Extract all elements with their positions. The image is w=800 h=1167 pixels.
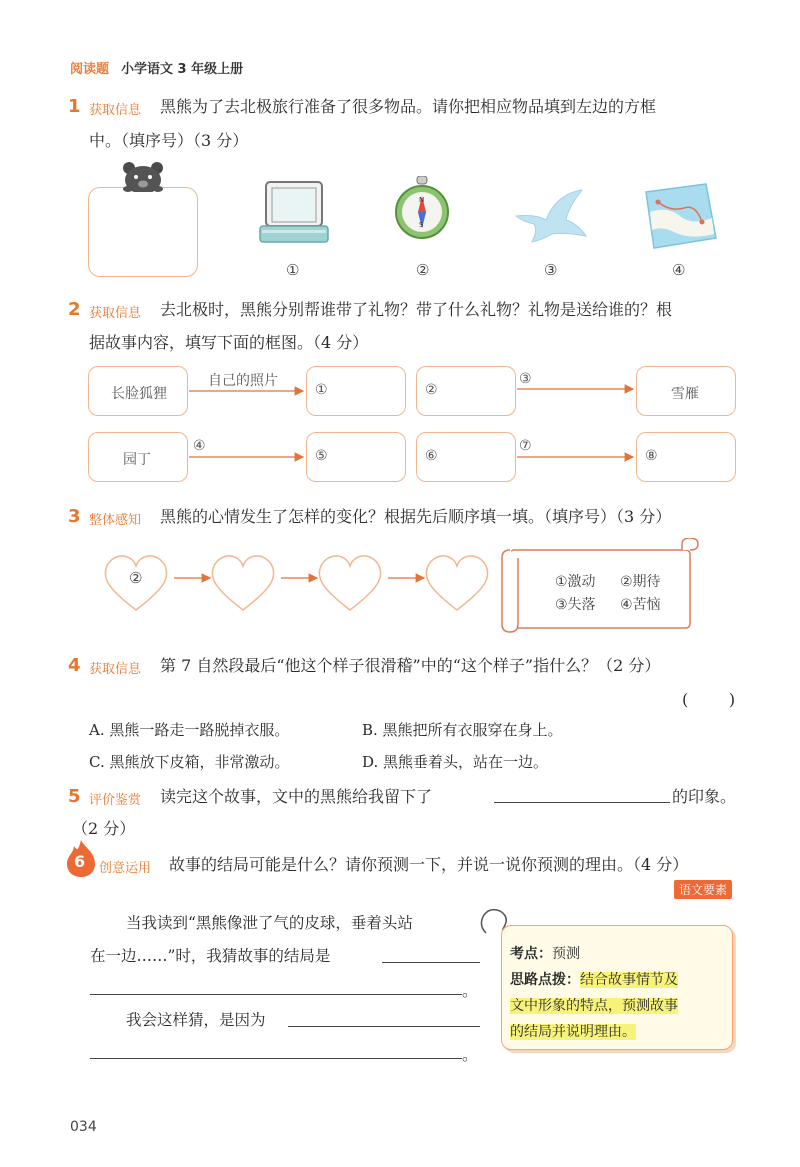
receiver-goose-label: 雪雁 bbox=[671, 386, 699, 402]
answer-box-2-label: ② bbox=[425, 382, 438, 398]
q1-answer-box[interactable] bbox=[88, 187, 198, 277]
q2-tag: 获取信息 bbox=[89, 306, 142, 321]
q3-tag: 整体感知 bbox=[89, 513, 142, 528]
q1-item-label-1: ① bbox=[286, 261, 300, 279]
q2-number: 2 bbox=[68, 299, 81, 320]
answer-box-5[interactable] bbox=[306, 432, 406, 482]
q5-number: 5 bbox=[68, 786, 81, 807]
arrow-7-label: ⑦ bbox=[519, 438, 532, 454]
q6-answer-line3: 我会这样猜，是因为 bbox=[126, 1011, 266, 1029]
gift-label-photo: 自己的照片 bbox=[208, 373, 278, 389]
answer-box-1[interactable] bbox=[306, 366, 406, 416]
heart-chain bbox=[100, 550, 500, 616]
page-number: 034 bbox=[70, 1119, 97, 1135]
q1-item-label-3: ③ bbox=[544, 261, 558, 279]
q6-number: 6 bbox=[74, 852, 86, 871]
giver-fox-label: 长脸狐狸 bbox=[111, 386, 167, 402]
heart-4 bbox=[426, 556, 487, 610]
tip-hint-2: 文中形象的特点，预测故事 bbox=[510, 998, 678, 1014]
tip-hint-label: 思路点拨： bbox=[510, 972, 580, 988]
receiver-box-goose bbox=[636, 366, 736, 416]
heart-1-answer[interactable]: ② bbox=[129, 569, 143, 587]
q4-number: 4 bbox=[68, 655, 81, 676]
q2-text-line1: 去北极时，黑熊分别帮谁带了礼物？带了什么礼物？礼物是送给谁的？根 bbox=[160, 300, 673, 319]
heart-2 bbox=[212, 556, 273, 610]
q1-text-line1: 黑熊为了去北极旅行准备了很多物品。请你把相应物品填到左边的方框 bbox=[160, 97, 657, 116]
q4-answer-blank[interactable]: ( ) bbox=[682, 690, 736, 709]
answer-box-8-label: ⑧ bbox=[645, 448, 658, 464]
svg-text:S: S bbox=[419, 221, 424, 229]
tip-content bbox=[510, 941, 678, 1045]
svg-text:N: N bbox=[419, 196, 425, 204]
q3-text-line1: 黑熊的心情发生了怎样的变化？根据先后顺序填一填。（填序号）（3 分） bbox=[160, 507, 672, 526]
map-icon bbox=[640, 182, 718, 250]
scroll-frame bbox=[500, 538, 704, 636]
q6-answer-underline-2[interactable] bbox=[90, 994, 462, 995]
answer-box-2[interactable] bbox=[416, 366, 516, 416]
heart-3 bbox=[319, 556, 380, 610]
q1-tag: 获取信息 bbox=[89, 103, 142, 118]
q1-item-label-4: ④ bbox=[672, 261, 686, 279]
tip-hint-1: 结合故事情节及 bbox=[580, 972, 678, 988]
answer-box-5-label: ⑤ bbox=[315, 448, 328, 464]
tip-point: 预测 bbox=[552, 946, 580, 962]
answer-box-1-label: ① bbox=[315, 382, 328, 398]
section-label: 阅读题 bbox=[70, 62, 110, 77]
compass-icon bbox=[392, 176, 452, 240]
q4-tag: 获取信息 bbox=[89, 662, 142, 677]
q3-number: 3 bbox=[68, 506, 81, 527]
q6-answer-line2: 在一边……”时，我猜故事的结局是 bbox=[90, 947, 331, 965]
emotion-option-3: ③失落 bbox=[555, 597, 596, 613]
emotion-option-4: ④苦恼 bbox=[620, 597, 661, 613]
bird-icon bbox=[512, 186, 592, 244]
tip-point-label: 考点： bbox=[510, 946, 552, 962]
q6-answer-underline-1[interactable] bbox=[382, 962, 480, 963]
q6-text-line1: 故事的结局可能是什么？请你预测一下，并说一说你预测的理由。（4 分） bbox=[169, 855, 689, 874]
q1-text-line2: 中。（填序号）（3 分） bbox=[89, 131, 249, 150]
q1-item-label-2: ② bbox=[416, 261, 430, 279]
answer-box-6[interactable] bbox=[416, 432, 516, 482]
q6-period-1: 。 bbox=[462, 982, 478, 1000]
q5-answer-line[interactable] bbox=[494, 802, 670, 803]
q5-text-part1: 读完这个故事，文中的黑熊给我留下了 bbox=[160, 787, 433, 806]
q5-text-part2: 的印象。 bbox=[672, 787, 737, 806]
q4-option-a[interactable]: A. 黑熊一路走一路脱掉衣服。 bbox=[89, 721, 290, 739]
q4-option-b[interactable]: B. 黑熊把所有衣服穿在身上。 bbox=[362, 721, 563, 739]
suitcase-icon bbox=[258, 180, 330, 248]
q6-answer-underline-3[interactable] bbox=[288, 1026, 480, 1027]
q5-score: （2 分） bbox=[72, 819, 136, 838]
q5-tag: 评价鉴赏 bbox=[89, 793, 142, 808]
q6-answer-underline-4[interactable] bbox=[90, 1058, 462, 1059]
arrow-3-label: ③ bbox=[519, 371, 532, 387]
q6-tag: 创意运用 bbox=[99, 861, 152, 876]
bear-icon bbox=[120, 160, 166, 192]
q6-period-2: 。 bbox=[462, 1046, 478, 1064]
q6-answer-line1: 当我读到“黑熊像泄了气的皮球，垂着头站 bbox=[126, 914, 413, 932]
emotion-option-1: ①激动 bbox=[555, 574, 596, 590]
giver-box-fox bbox=[88, 366, 188, 416]
q4-text-line1: 第 7 自然段最后“他这个样子很滑稽”中的“这个样子”指什么？（2 分） bbox=[160, 656, 661, 675]
giver-gardener-label: 园丁 bbox=[123, 452, 151, 468]
answer-box-6-label: ⑥ bbox=[425, 448, 438, 464]
book-title: 小学语文 3 年级上册 bbox=[121, 62, 244, 77]
yuwen-badge: 语文要素 bbox=[674, 880, 732, 899]
q4-option-c[interactable]: C. 黑熊放下皮箱，非常激动。 bbox=[89, 753, 290, 771]
arrow-4-label: ④ bbox=[193, 438, 206, 454]
q2-text-line2: 据故事内容，填写下面的框图。（4 分） bbox=[89, 333, 369, 352]
q1-number: 1 bbox=[68, 96, 81, 117]
tip-hint-3: 的结局并说明理由。 bbox=[510, 1024, 636, 1040]
emotion-option-2: ②期待 bbox=[620, 574, 661, 590]
giver-box-gardener bbox=[88, 432, 188, 482]
answer-box-8[interactable] bbox=[636, 432, 736, 482]
q4-option-d[interactable]: D. 黑熊垂着头，站在一边。 bbox=[362, 753, 549, 771]
